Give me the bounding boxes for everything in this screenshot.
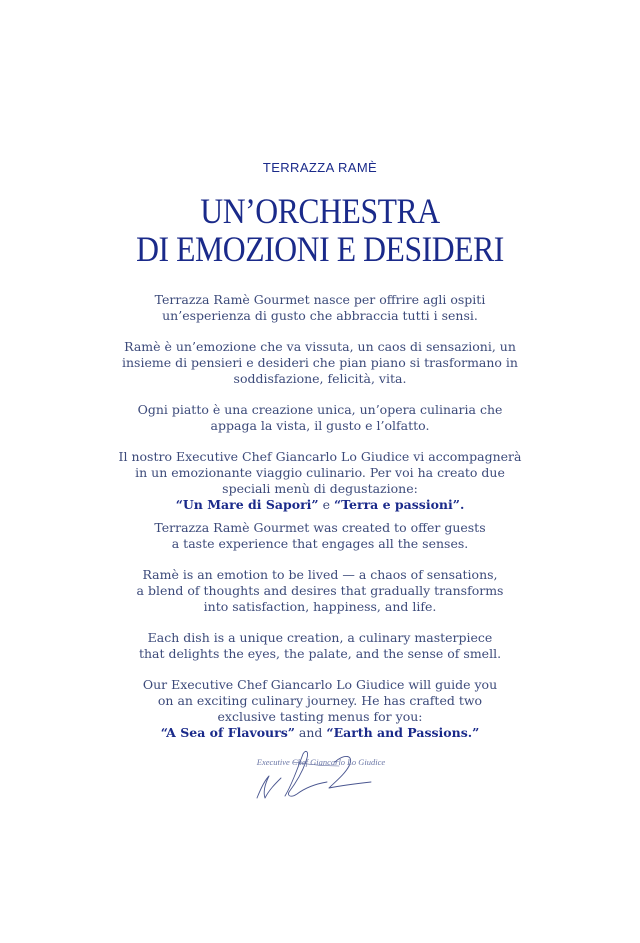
- italian-text: [0, 292, 640, 528]
- chef-signature-icon: [235, 740, 415, 810]
- menu-name-italian-2: “Terra e passioni”.: [333, 497, 465, 512]
- text-line: Ogni piatto è una creazione unica, un’opera culinaria che: [137, 402, 503, 417]
- italian-paragraph-4: [0, 449, 640, 513]
- headline: [38, 192, 601, 268]
- text-line: insieme di pensieri e desideri che pian piano si trasformano in: [122, 355, 518, 370]
- english-menu-names: [0, 725, 640, 741]
- text-line: un’esperienza di gusto che abbraccia tutti i sensi.: [162, 308, 478, 323]
- signature-caption: Executive Chef Giancarlo Lo Giudice: [256, 757, 386, 767]
- english-paragraph-4: [0, 677, 640, 741]
- text-line: that delights the eyes, the palate, and the sense of smell.: [138, 646, 502, 661]
- text-line: a taste experience that engages all the senses.: [171, 536, 469, 551]
- text-line: Ramè è un’emozione che va vissuta, un caos di sensazioni, un: [124, 339, 516, 354]
- conjunction: and: [294, 725, 327, 740]
- italian-paragraph-3: [0, 402, 640, 434]
- brand-name: TERRAZZA RAMÈ: [262, 160, 378, 175]
- italian-paragraph-1: [0, 292, 640, 324]
- menu-name-english-2: “Earth and Passions.”: [326, 725, 480, 740]
- headline-line-1: UN’ORCHESTRA: [200, 191, 440, 231]
- english-paragraph-1: [0, 520, 640, 552]
- text-line: Terrazza Ramè Gourmet was created to offer guests: [154, 520, 486, 535]
- english-paragraph-3: [0, 630, 640, 662]
- menu-name-english-1: “A Sea of Flavours”: [160, 725, 295, 740]
- headline-line-2: DI EMOZIONI E DESIDERI: [136, 229, 504, 269]
- italian-paragraph-2: [0, 339, 640, 387]
- text-line: appaga la vista, il gusto e l’olfatto.: [210, 418, 430, 433]
- text-line: soddisfazione, felicità, vita.: [233, 371, 407, 386]
- text-line: Our Executive Chef Giancarlo Lo Giudice will guide you: [142, 677, 498, 692]
- text-line: Il nostro Executive Chef Giancarlo Lo Giudice vi accompagnerà: [118, 449, 522, 464]
- text-line: in un emozionante viaggio culinario. Per voi ha creato due: [135, 465, 505, 480]
- english-text: [0, 520, 640, 756]
- conjunction: e: [318, 497, 334, 512]
- text-line: on an exciting culinary journey. He has crafted two: [157, 693, 483, 708]
- menu-name-italian-1: “Un Mare di Sapori”: [175, 497, 319, 512]
- text-line: exclusive tasting menus for you:: [217, 709, 423, 724]
- english-paragraph-2: [0, 567, 640, 615]
- italian-menu-names: [0, 497, 640, 513]
- text-line: Ramè is an emotion to be lived — a chaos of sensations,: [142, 567, 498, 582]
- text-line: Each dish is a unique creation, a culinary masterpiece: [147, 630, 493, 645]
- text-line: Terrazza Ramè Gourmet nasce per offrire agli ospiti: [154, 292, 486, 307]
- text-line: speciali menù di degustazione:: [222, 481, 418, 496]
- text-line: into satisfaction, happiness, and life.: [203, 599, 437, 614]
- text-line: a blend of thoughts and desires that gradually transforms: [136, 583, 504, 598]
